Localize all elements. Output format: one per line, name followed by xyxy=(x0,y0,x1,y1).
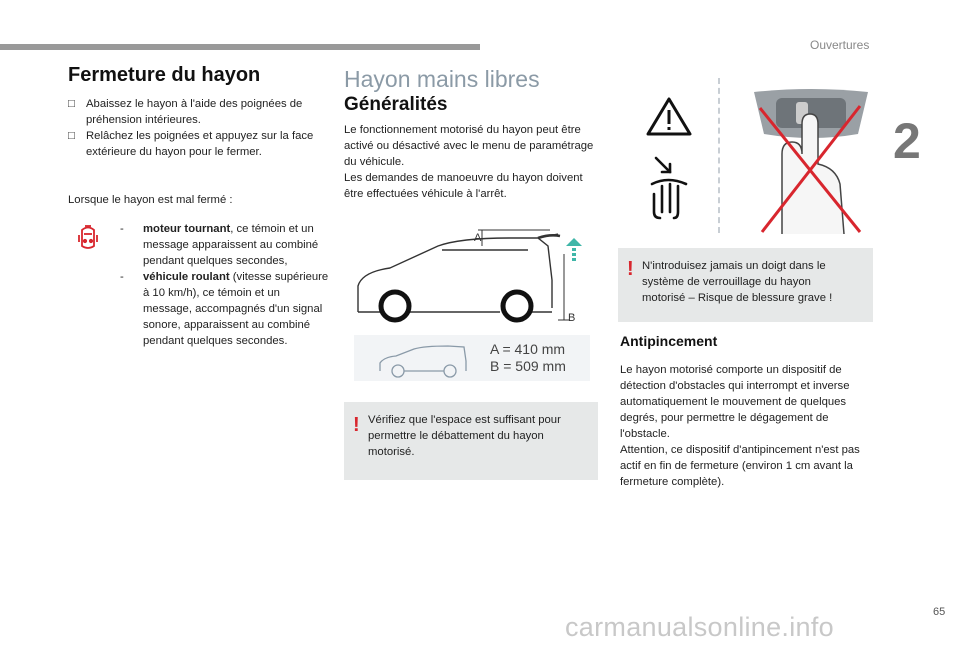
car-side-icon xyxy=(378,343,474,379)
col1-items xyxy=(120,221,330,349)
diagram-label-a: A xyxy=(474,232,482,244)
dimension-panel xyxy=(354,335,590,381)
hand-press-icon xyxy=(648,154,694,222)
col1-intro: Lorsque le hayon est mal fermé : xyxy=(68,194,233,206)
watermark-text: carmanualsonline.info xyxy=(565,612,834,642)
col1-title: Fermeture du hayon xyxy=(68,64,261,86)
dimension-a: A = 410 mm xyxy=(490,341,566,357)
dimension-b: B = 509 mm xyxy=(490,358,566,374)
exclamation-icon: ! xyxy=(353,414,360,436)
col2-warning-text: Vérifiez que l'espace est suffisant pour permettre le débattement du hayon motorisé. xyxy=(368,414,561,458)
col3-paragraph: Le hayon motorisé comporte un dispositif de détection d'obstacles qui interrompt et inverse automatiquement le mouvement de quelques degrés, pour permettre le dégagement de l'obstacle. Attention, ce dispositif d'antipincement n'est pas actif en fin de fermeture (environ 1 cm avant la fermeture complète). xyxy=(620,364,860,488)
col2-paragraph: Le fonctionnement motorisé du hayon peut être activé ou désactivé avec le menu de paramétrage du véhicule. Les demandes de manoeuvre du hayon doivent être effectuées véhicule à l'arrêt. xyxy=(344,124,594,200)
dimension-text xyxy=(490,341,566,375)
warning-triangle-icon xyxy=(646,96,692,136)
item-text: (vitesse supérieure à 10 km/h), ce témoin et un message, accompagnés d'un signal sonore, apparaissent au combiné pendant quelques secondes. xyxy=(143,271,329,347)
list-item xyxy=(120,221,330,269)
col1-bullets xyxy=(68,96,333,160)
item-bold: moteur tournant xyxy=(143,223,231,235)
diagram-label-b: B xyxy=(568,312,576,324)
item-bold: véhicule roulant xyxy=(143,271,230,283)
page-number: 65 xyxy=(933,606,946,618)
section-label: Ouvertures xyxy=(810,38,870,52)
illustration-separator xyxy=(718,78,720,233)
col2-title: Hayon mains libres xyxy=(344,66,540,92)
bullet-text: Abaissez le hayon à l'aide des poignées de préhension intérieures. xyxy=(86,98,303,126)
col3-warning-box xyxy=(618,248,873,322)
list-dash: - xyxy=(120,223,124,235)
lock-finger-prohibited-icon xyxy=(752,84,870,234)
list-dash: - xyxy=(120,271,124,283)
item-text: , ce témoin et un message apparaissent au combiné pendant quelques secondes, xyxy=(143,223,319,267)
col3-warning-text: N'introduisez jamais un doigt dans le système de verrouillage du hayon motorisé – Risque de blessure grave ! xyxy=(642,260,833,304)
car-dimension-diagram xyxy=(350,224,590,324)
exclamation-icon: ! xyxy=(627,258,634,280)
bullet-marker: □ xyxy=(68,130,75,142)
bullet-text: Relâchez les poignées et appuyez sur la face extérieure du hayon pour le fermer. xyxy=(86,130,314,158)
list-item xyxy=(120,269,330,349)
bullet-item xyxy=(68,96,333,128)
trunk-open-warning-icon xyxy=(76,222,100,254)
col2-subtitle: Généralités xyxy=(344,94,448,115)
top-rule xyxy=(0,44,480,50)
col2-warning-box xyxy=(344,402,598,480)
bullet-item xyxy=(68,128,333,160)
col3-title: Antipincement xyxy=(620,333,718,349)
bullet-marker: □ xyxy=(68,98,75,110)
chapter-number: 2 xyxy=(893,113,921,169)
